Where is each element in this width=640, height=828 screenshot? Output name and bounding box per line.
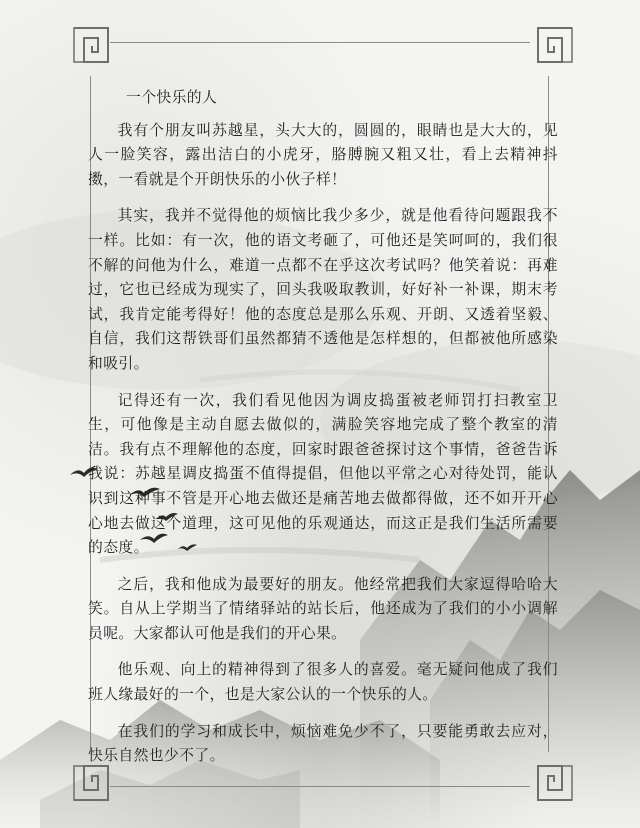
- essay-paragraph-2: 其实，我并不觉得他的烦恼比我少多少，就是他看待问题跟我不一样。比如：有一次，他的语文考砸了，可他还是笑呵呵的，我们很不解的问他为什么，难道一点都不在乎这次考试吗？他笑着说：再难过，它也已经成为现实了，回头我吸取教训，好好补一补课，期末考试，我肯定能考得好！他的态度总是那么乐观、开朗、又透着坚毅、自信，我们这帮铁哥们虽然都猜不透他是怎样想的，但都被他所感染和吸引。: [88, 207, 558, 372]
- essay-paragraph-4: 之后，我和他成为最要好的朋友。他经常把我们大家逗得哈哈大笑。自从上学期当了情绪驿站的站长后，他还成为了我们的小小调解员呢。大家都认可他是我们的开心果。: [88, 575, 558, 642]
- essay-paragraph-5: 他乐观、向上的精神得到了很多人的喜爱。毫无疑问他成了我们班人缘最好的一个，也是大家公认的一个快乐的人。: [88, 661, 558, 704]
- essay-title: 一个快乐的人: [126, 89, 218, 106]
- essay-paragraph-3: 记得还有一次，我们看见他因为调皮捣蛋被老师罚打扫教室卫生，可他像是主动自愿去做似的，满脸笑容地完成了整个教室的清洁。我有点不理解他的态度，回家时跟爸爸探讨这个事情，爸爸告诉我说：苏越星调皮捣蛋不值得提倡，但他以平常之心对待处罚，能认识到这种事不管是开心地去做还是痛苦地去做都得做，还不如开开心心地去做这个道理，这可见他的乐观通达，而这正是我们生活所需要的态度。: [88, 391, 558, 557]
- frame-bottom-line: [110, 786, 530, 787]
- essay-paragraph-6: 在我们的学习和成长中，烦恼难免少不了，只要能勇敢去应对，快乐自然也少不了。: [88, 722, 558, 765]
- corner-top-left-icon: [72, 26, 110, 64]
- corner-top-right-icon: [536, 26, 574, 64]
- essay-paragraph-1: 我有个朋友叫苏越星，头大大的，圆圆的，眼睛也是大大的，见人一脸笑容，露出洁白的小虎牙，胳膊腕又粗又壮，看上去精神抖擞，一看就是个开朗快乐的小伙子样！: [88, 121, 558, 188]
- essay-body: [88, 86, 558, 781]
- frame-top-line: [110, 42, 530, 43]
